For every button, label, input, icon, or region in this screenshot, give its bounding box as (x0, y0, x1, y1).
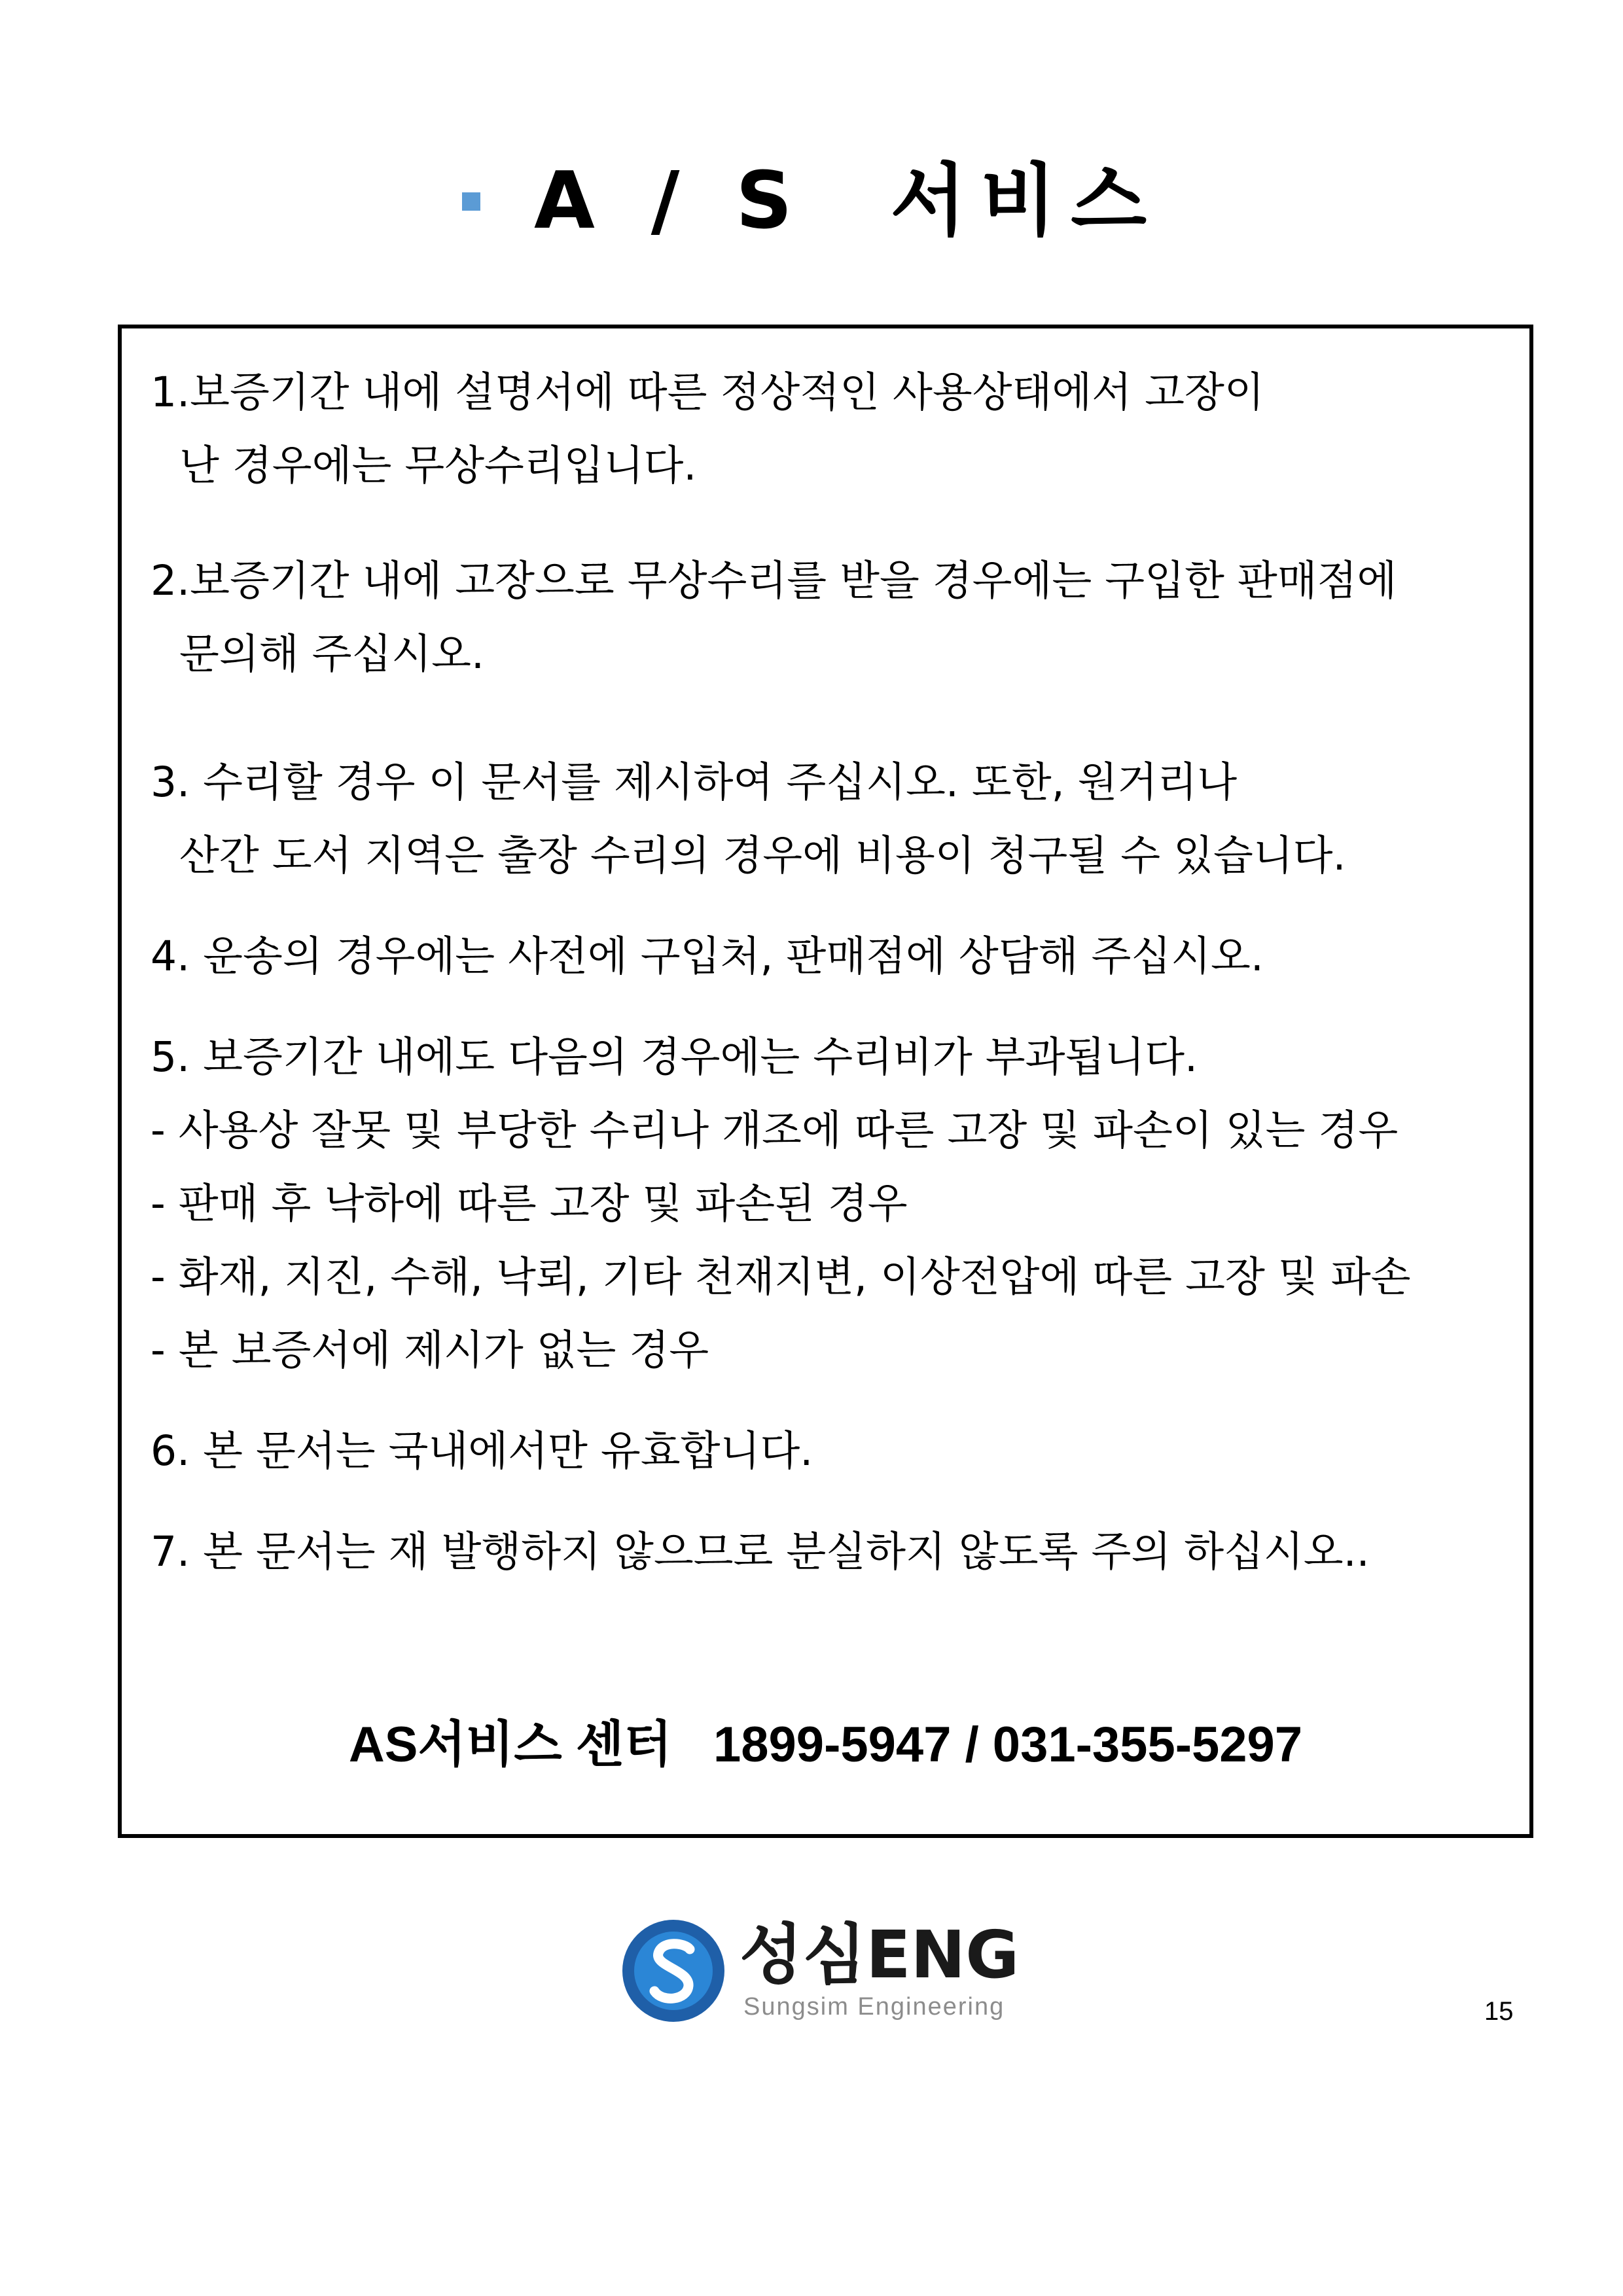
page-title: A / S 서비스 (534, 156, 1161, 247)
item-3-line-2: 산간 도서 지역은 출장 수리의 경우에 비용이 청구될 수 있습니다. (179, 832, 1346, 879)
company-logo-mark-icon (622, 1919, 725, 2022)
item-5-line-1: 5. 보증기간 내에도 다음의 경우에는 수리비가 부과됩니다. (151, 1033, 1198, 1081)
title-bullet-icon (462, 192, 480, 211)
item-1-line-2: 난 경우에는 무상수리입니다. (179, 442, 697, 489)
company-logo-name: 성심ENG (740, 1916, 1020, 1993)
company-logo (622, 1914, 1041, 2025)
company-logo-subtitle: Sungsim Engineering (743, 1993, 1005, 2021)
item-5-sub-3: - 화재, 지진, 수해, 낙뢰, 기타 천재지변, 이상전압에 따른 고장 및 파손 (151, 1253, 1411, 1301)
item-3-line-1: 3. 수리할 경우 이 문서를 제시하여 주십시오. 또한, 원거리나 (151, 758, 1238, 806)
item-1-line-1: 1.보증기간 내에 설명서에 따른 정상적인 사용상태에서 고장이 (151, 368, 1264, 416)
item-4-line-1: 4. 운송의 경우에는 사전에 구입처, 판매점에 상담해 주십시오. (151, 932, 1264, 980)
item-7-line-1: 7. 본 문서는 재 발행하지 않으므로 분실하지 않도록 주의 하십시오.. (151, 1528, 1370, 1576)
item-2-line-2: 문의해 주십시오. (179, 630, 485, 678)
item-5-sub-2: - 판매 후 낙하에 따른 고장 및 파손된 경우 (151, 1180, 908, 1227)
item-5-sub-4: - 본 보증서에 제시가 없는 경우 (151, 1326, 709, 1374)
page-title-row (0, 149, 1623, 254)
item-6-line-1: 6. 본 문서는 국내에서만 유효합니다. (151, 1427, 813, 1475)
service-center-contact: AS서비스 센터 1899-5947 / 031-355-5297 (348, 1717, 1303, 1773)
page-number: 15 (1484, 1997, 1514, 2026)
terms-box (118, 325, 1533, 1838)
item-2-line-1: 2.보증기간 내에 고장으로 무상수리를 받을 경우에는 구입한 판매점에 (151, 557, 1397, 605)
item-5-sub-1: - 사용상 잘못 및 부당한 수리나 개조에 따른 고장 및 파손이 있는 경우 (151, 1106, 1399, 1154)
